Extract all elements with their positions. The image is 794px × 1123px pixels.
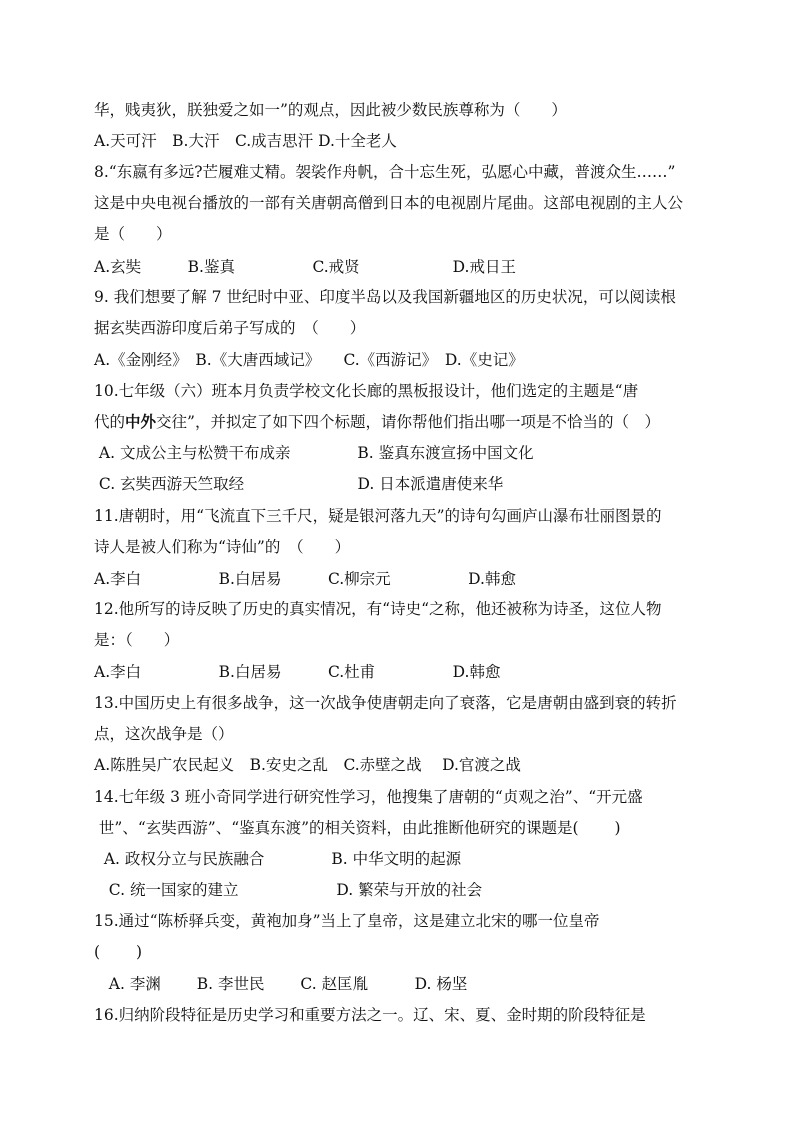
question-13-stem-line-2: 点，这次战争是（） bbox=[94, 725, 234, 743]
question-14-options-cd: C. 统一国家的建立 D. 繁荣与开放的社会 bbox=[94, 881, 483, 899]
question-15-stem-line-2: ( ) bbox=[94, 943, 143, 961]
question-8-stem-line-2: 这是中央电视台播放的一部有关唐朝高僧到日本的电视剧片尾曲。这部电视剧的主人公 bbox=[94, 194, 684, 212]
question-7-options: A.天可汗 B.大汗 C.成吉思汗 D.十全老人 bbox=[94, 132, 397, 150]
question-10-text-bold: 中外 bbox=[125, 412, 157, 431]
question-14-stem-line-2: 世”、“玄奘西游”、“鉴真东渡”的相关资料，由此推断他研究的课题是( ) bbox=[94, 819, 621, 837]
question-9-options: A.《金刚经》 B.《大唐西域记》 C.《西游记》 D.《史记》 bbox=[94, 351, 524, 369]
question-10-options-ab: A. 文成公主与松赞干布成亲 B. 鉴真东渡宣扬中国文化 bbox=[94, 444, 534, 462]
question-14-options-ab: A. 政权分立与民族融合 B. 中华文明的起源 bbox=[94, 850, 462, 868]
question-10-options-cd: C. 玄奘西游天竺取经 D. 日本派遣唐使来华 bbox=[94, 475, 504, 493]
question-11-stem-line-2: 诗人是被人们称为“诗仙”的 （ ） bbox=[94, 538, 351, 556]
question-10-text-b: 交往”，并拟定了如下四个标题，请你帮他们指出哪一项是不恰当的（ ） bbox=[156, 413, 660, 431]
question-10-stem-line-2 bbox=[94, 411, 660, 433]
question-13-stem-line-1: 13.中国历史上有很多战争，这一次战争使唐朝走向了衰落，它是唐朝由盛到衰的转折 bbox=[94, 694, 677, 712]
question-8-stem-line-1: 8.“东嬴有多远?芒履难丈精。袈裟作舟帆，合十忘生死，弘愿心中藏，普渡众生……” bbox=[94, 163, 676, 181]
question-13-options: A.陈胜吴广农民起义 B.安史之乱 C.赤壁之战 D.官渡之战 bbox=[94, 756, 521, 774]
question-15-options: A. 李渊 B. 李世民 C. 赵匡胤 D. 杨坚 bbox=[94, 975, 468, 993]
question-11-stem-line-1: 11.唐朝时，用“飞流直下三千尺，疑是银河落九天”的诗句勾画庐山瀑布壮丽图景的 bbox=[94, 507, 662, 525]
question-8-stem-line-3: 是（ ） bbox=[94, 225, 172, 243]
question-7-stem-end: 华，贱夷狄，朕独爱之如一”的观点，因此被少数民族尊称为（ ） bbox=[94, 101, 567, 119]
question-12-options: A.李白 B.白居易 C.杜甫 D.韩愈 bbox=[94, 663, 501, 681]
question-15-stem-line-1: 15.通过“陈桥驿兵变，黄袍加身”当上了皇帝，这是建立北宋的哪一位皇帝 bbox=[94, 912, 600, 930]
question-10-stem-line-1: 10.七年级（六）班本月负责学校文化长廊的黑板报设计，他们选定的主题是“唐 bbox=[94, 382, 639, 400]
question-16-stem-line-1: 16.归纳阶段特征是历史学习和重要方法之一。辽、宋、夏、金时期的阶段特征是 bbox=[94, 1006, 646, 1024]
question-8-options: A.玄奘 B.鉴真 C.戒贤 D.戒日王 bbox=[94, 258, 516, 276]
question-12-stem-line-2: 是：（ ） bbox=[94, 631, 180, 649]
question-14-stem-line-1: 14.七年级 3 班小奇同学进行研究性学习，他搜集了唐朝的“贞观之治”、“开元盛 bbox=[94, 788, 643, 806]
question-9-stem-line-1: 9. 我们想要了解 7 世纪时中亚、印度半岛以及我国新疆地区的历史状况，可以阅读根 bbox=[94, 288, 676, 306]
question-11-options: A.李白 B.白居易 C.柳宗元 D.韩愈 bbox=[94, 570, 516, 588]
question-9-stem-line-2: 据玄奘西游印度后弟子写成的 （ ） bbox=[94, 319, 366, 337]
question-12-stem-line-1: 12.他所写的诗反映了历史的真实情况，有“诗史“之称，他还被称为诗圣，这位人物 bbox=[94, 600, 662, 618]
question-10-text-a: 代的 bbox=[94, 413, 126, 431]
